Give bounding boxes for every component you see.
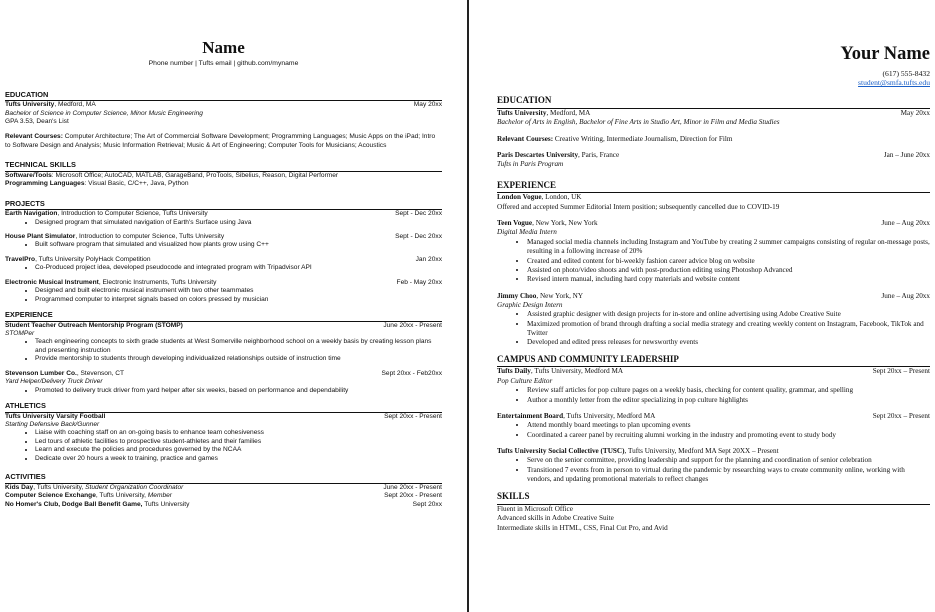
entry-role: STOMPer: [5, 330, 35, 337]
entry-title: Student Teacher Outreach Mentorship Program (STOMP): [5, 321, 183, 329]
entry-org: , New York, New York: [532, 219, 598, 228]
entry-header: [497, 219, 930, 228]
bullet-item: • Coordinated a career panel by recruiting alumni working in the industry and promoting event to study body: [527, 431, 930, 440]
skills-software-label: Software/Tools: [5, 171, 52, 179]
bullet-item: • Review staff articles for pop culture pages on a weekly basis, checking for content quality, grammar, and spelling: [527, 386, 930, 395]
entry-title-line: [497, 193, 581, 202]
entry-bullets: [497, 386, 930, 405]
entry-date: Sept 20xx – Present: [872, 411, 930, 420]
study-abroad-program: Tufts in Paris Program: [497, 160, 564, 169]
school-name: Tufts University: [5, 101, 55, 109]
bullet-item: • Created and edited content for bi-weekly fashion career advice blog on website: [527, 257, 930, 266]
entry-header: [497, 193, 930, 202]
campus-leadership-list: [497, 367, 930, 484]
courses-label: Relevant Courses:: [5, 133, 63, 141]
entry-note: Offered and accepted Summer Editorial Intern position; subsequently cancelled due to COVID-19: [497, 202, 780, 211]
entry-org: , New York, NY: [536, 291, 584, 300]
bullet-item: • Provide mentorship to students through developing individualized relationships outside of instruction time: [35, 355, 442, 363]
section-heading-experience: EXPERIENCE: [5, 310, 442, 321]
bullet-item: • Led tours of athletic facilities to prospective student-athletes and their families: [35, 438, 442, 446]
entry-title: House Plant Simulator: [5, 233, 76, 241]
section-heading-projects: PROJECTS: [5, 199, 442, 210]
entry-role: Graphic Design Intern: [497, 300, 563, 309]
school-location: , Medford, MA: [54, 101, 96, 109]
skills-list: [497, 505, 930, 533]
entry-title-line: [5, 322, 183, 330]
entry-title: No Homer's Club, Dodge Ball Benefit Game,: [5, 500, 143, 508]
bullet-item: • Attend monthly board meetings to plan upcoming events: [527, 421, 930, 430]
contact-email-link[interactable]: student@smfa.tufts.edu: [858, 78, 930, 88]
section-heading-education: EDUCATION: [5, 90, 442, 101]
entry-title: Tufts University Social Collective (TUSC): [497, 446, 625, 455]
entry-date: Jan 20xx: [415, 255, 442, 263]
entry-title: Stevenson Lumber Co.: [5, 369, 77, 377]
entry-title-line: [5, 279, 216, 287]
entry-title-line: [5, 501, 189, 509]
contact-phone: (617) 555-8432: [882, 68, 930, 78]
entry-header: [5, 370, 442, 378]
school-location: , Medford, MA: [546, 108, 591, 117]
entry-title: Computer Science Exchange: [5, 492, 96, 500]
bullet-item: • Built software program that simulated and visualized how plants grow using C++: [35, 241, 442, 249]
bullet-item: • Liaise with coaching staff on an on-going basis to enhance team cohesiveness: [35, 429, 442, 437]
athletics-bullets: [5, 429, 442, 463]
entry-date: Sept 20xx - Present: [384, 492, 442, 500]
education-entry: [497, 109, 930, 118]
entry-header: [497, 292, 930, 301]
section-heading-campus-leadership: CAMPUS AND COMMUNITY LEADERSHIP: [497, 354, 930, 368]
education-entry: [5, 101, 442, 109]
entry-title-line: [5, 484, 183, 492]
entry-bullets: [5, 241, 442, 249]
entry-date: Sept 20xx - Present: [384, 412, 442, 420]
bullet-item: • Programmed computer to interpret signals based on colors pressed by musician: [35, 296, 442, 304]
entry-org: , Tufts University, Medford MA Sept 20XX – Present: [624, 446, 779, 455]
entry-header: [5, 322, 442, 330]
school-location-2: , Paris, France: [578, 150, 620, 159]
entry-date: Sept 20xx: [412, 500, 442, 508]
entry-org: , Tufts University, Medford MA: [563, 411, 656, 420]
entry-org: , London, UK: [541, 193, 582, 202]
entry-header: [5, 501, 442, 509]
courses-label: Relevant Courses:: [497, 134, 554, 143]
contact-line: Phone number | Tufts email | github.com/myname: [148, 60, 299, 67]
skills-languages: [5, 180, 442, 188]
courses-text: Creative Writing, Intermediate Journalism, Direction for Film: [553, 134, 733, 143]
bullet-item: • Co-Produced project idea, developed pseudocode and integrated program with Tripadvisor API: [35, 264, 442, 272]
bullet-item: • Managed social media channels including Instagram and YouTube by creating 2 summer campaigns consisting of regular on-message posts, resulting in a following increase of 20%: [527, 238, 930, 257]
entry-bullets: [5, 387, 442, 395]
entry-date: Sept 20xx - Feb20xx: [381, 369, 442, 377]
bullet-item: • Dedicate over 20 hours a week to training, practice and games: [35, 455, 442, 463]
bullet-item: • Transitioned 7 events from in person to virtual during the pandemic by researching ways to create community online, working with vendors, and updating promotional materials to reflect changes: [527, 466, 930, 485]
section-heading-skills: SKILLS: [497, 491, 930, 505]
entry-date-2: Jan – June 20xx: [883, 150, 930, 159]
entry-title: Electronic Musical Instrument: [5, 278, 99, 286]
entry-title: London Vogue: [497, 193, 542, 202]
section-heading-athletics: ATHLETICS: [5, 401, 442, 412]
entry-header: [5, 210, 442, 218]
entry-title: Teen Vogue: [497, 219, 533, 228]
school-name-2: Paris Descartes University: [497, 150, 579, 159]
entry-org: , Tufts University PolyHack Competition: [35, 255, 151, 263]
entry-bullets: [5, 219, 442, 227]
athletics-entry: [5, 413, 442, 421]
entry-role: Member: [147, 492, 172, 500]
entry-date: May 20xx: [900, 108, 930, 117]
skill-line: Advanced skills in Adobe Creative Suite: [497, 514, 614, 523]
degree: Bachelor of Science in Computer Science, Minor Music Engineering: [5, 109, 203, 117]
athletics-title: Tufts University Varsity Football: [5, 412, 106, 420]
entry-org: , Tufts University,: [95, 492, 148, 500]
entry-title: Earth Navigation: [5, 210, 58, 218]
entry: [497, 292, 930, 348]
entry-org: , Electronic Instruments, Tufts University: [98, 278, 217, 286]
entry: [5, 501, 442, 509]
bullet-item: • Designed and built electronic musical instrument with two other teammates: [35, 287, 442, 295]
relevant-courses: [5, 133, 442, 150]
experience-list: [497, 193, 930, 347]
bullet-item: • Learn and execute the policies and procedures governed by the NCAA: [35, 446, 442, 454]
bullet-item: • Maximized promotion of brand through drafting a social media strategy and creating weekly content on Instagram, Facebook, TikTok and Twitter: [527, 320, 930, 339]
entry-date: Sept - Dec 20xx: [395, 233, 442, 241]
skills-languages-text: : Visual Basic, C/C++, Java, Python: [84, 180, 189, 188]
entry: [5, 279, 442, 304]
entry: [5, 492, 442, 500]
bullet-item: • Revised intern manual, including hard copy materials and website content: [527, 275, 930, 284]
education-entry-2: [497, 151, 930, 160]
entry: [5, 370, 442, 395]
skills-software: [5, 172, 442, 180]
entry-header: [5, 233, 442, 241]
resume-page-left: [0, 0, 466, 612]
section-heading-skills: TECHNICAL SKILLS: [5, 160, 442, 171]
entry-org: , Introduction to Computer Science, Tufts University: [57, 210, 208, 218]
entry-header: [497, 412, 930, 421]
entry-header: [5, 256, 442, 264]
projects-list: [5, 210, 442, 304]
entry-header: [497, 447, 930, 456]
entry: [5, 322, 442, 364]
bullet-item: • Promoted to delivery truck driver from yard helper after six weeks, based on performance and dependability: [35, 387, 442, 395]
entry-date: June 20xx - Present: [383, 483, 442, 491]
entry-org: , Tufts University,: [33, 483, 86, 491]
entry-title-line: [497, 219, 598, 228]
entry-bullets: [5, 264, 442, 272]
entry-title: Entertainment Board: [497, 411, 564, 420]
athletics-role: Starting Defensive Back/Gunner: [5, 420, 100, 428]
skills-software-text: : Microsoft Office; AutoCAD, MATLAB, GarageBand, ProTools, Sibelius, Reason, Digital Performer: [51, 171, 339, 179]
section-heading-activities: ACTIVITIES: [5, 472, 442, 483]
entry-date: June – Aug 20xx: [881, 291, 930, 300]
experience-list: [5, 322, 442, 396]
entry-bullets: [497, 421, 930, 440]
entry-date: May 20xx: [413, 101, 442, 109]
resume-page-right: [470, 0, 935, 612]
entry-org: , Tufts University, Medford MA: [530, 367, 624, 376]
entry-title-line: [5, 256, 151, 264]
gpa: GPA 3.53, Dean's List: [5, 118, 69, 126]
entry-header: [497, 367, 930, 376]
relevant-courses: [497, 135, 930, 144]
entry-role: Pop Culture Editor: [497, 376, 553, 385]
degree: Bachelor of Arts in English, Bachelor of Fine Arts in Studio Art, Minor in Film and Media Studies: [497, 118, 780, 127]
entry-title-line: [497, 412, 655, 421]
resume-name: Your Name: [840, 44, 930, 64]
entry-header: [5, 484, 442, 492]
entry-title-line: [5, 233, 224, 241]
skill-line: Intermediate skills in HTML, CSS, Final Cut Pro, and Avid: [497, 523, 668, 532]
entry-date: Sept - Dec 20xx: [395, 210, 442, 218]
entry-title: TravelPro: [5, 255, 36, 263]
entry-title-line: [497, 367, 623, 376]
entry-title-line: [5, 370, 124, 378]
entry: [497, 193, 930, 212]
entry-role: Student Organization Coordinator: [85, 483, 184, 491]
entry-title: Kids Day: [5, 483, 34, 491]
entry-date: June – Aug 20xx: [881, 219, 930, 228]
entry: [5, 233, 442, 250]
entry: [497, 412, 930, 440]
entry-date: Feb - May 20xx: [396, 278, 442, 286]
entry: [5, 210, 442, 227]
courses-text: Computer Architecture; The Art of Commercial Software Development; Programming Languages; Music Apps on the iPad; Intro to Software Design and Analysis; Music Information Retrieval; Music & Art of Engineering; Computer Tools for Musicians; Acoustics: [5, 133, 436, 149]
entry-title-line: [497, 292, 583, 301]
entry-role: Digital Media Intern: [497, 228, 557, 237]
entry-title-line: [5, 210, 208, 218]
section-heading-education: EDUCATION: [497, 95, 930, 109]
bullet-item: • Developed and edited press releases for newsworthy events: [527, 338, 930, 347]
bullet-item: • Serve on the senior committee, providing leadership and support for the planning and coordination of senior celebration: [527, 456, 930, 465]
entry-header: [5, 279, 442, 287]
entry-header: [5, 492, 442, 500]
bullet-item: • Author a monthly letter from the editor specializing in pop culture highlights: [527, 396, 930, 405]
entry-title: Jimmy Choo: [497, 291, 537, 300]
entry-title: Tufts Daily: [497, 367, 531, 376]
entry-bullets: [497, 310, 930, 347]
entry-date: Sept 20xx – Present: [872, 367, 930, 376]
page-divider: [467, 0, 469, 612]
entry-bullets: [497, 456, 930, 484]
resume-name: Name: [202, 38, 245, 57]
section-heading-experience: EXPERIENCE: [497, 180, 930, 194]
entry-org: , Stevenson, CT: [76, 369, 125, 377]
entry-role: Yard Helper/Delivery Truck Driver: [5, 378, 103, 386]
entry-bullets: [5, 338, 442, 363]
bullet-item: • Assisted graphic designer with design projects for in-store and online advertising using Adobe Creative Suite: [527, 310, 930, 319]
entry-bullets: [497, 238, 930, 285]
entry-title-line: [497, 447, 779, 456]
entry: [497, 447, 930, 484]
entry-title-line: [5, 492, 172, 500]
entry: [5, 256, 442, 273]
entry: [5, 484, 442, 492]
bullet-item: • Designed program that simulated navigation of Earth's Surface using Java: [35, 219, 442, 227]
school-name: Tufts University: [497, 108, 547, 117]
activities-list: [5, 484, 442, 509]
entry-bullets: [5, 287, 442, 304]
skills-languages-label: Programming Languages: [5, 180, 85, 188]
entry-org: , Introduction to computer Science, Tufts University: [75, 233, 225, 241]
bullet-item: • Assisted on photo/video shoots and with post-production editing using Photoshop Advanced: [527, 266, 930, 275]
entry-date: June 20xx - Present: [383, 321, 442, 329]
entry: [497, 219, 930, 285]
skill-line: Fluent in Microsoft Office: [497, 505, 573, 514]
entry: [497, 367, 930, 404]
entry-org: Tufts University: [142, 500, 190, 508]
bullet-item: • Teach engineering concepts to sixth grade students at West Somerville neighborhood school on a weekly basis by creating lesson plans and presenting instruction: [35, 338, 442, 355]
